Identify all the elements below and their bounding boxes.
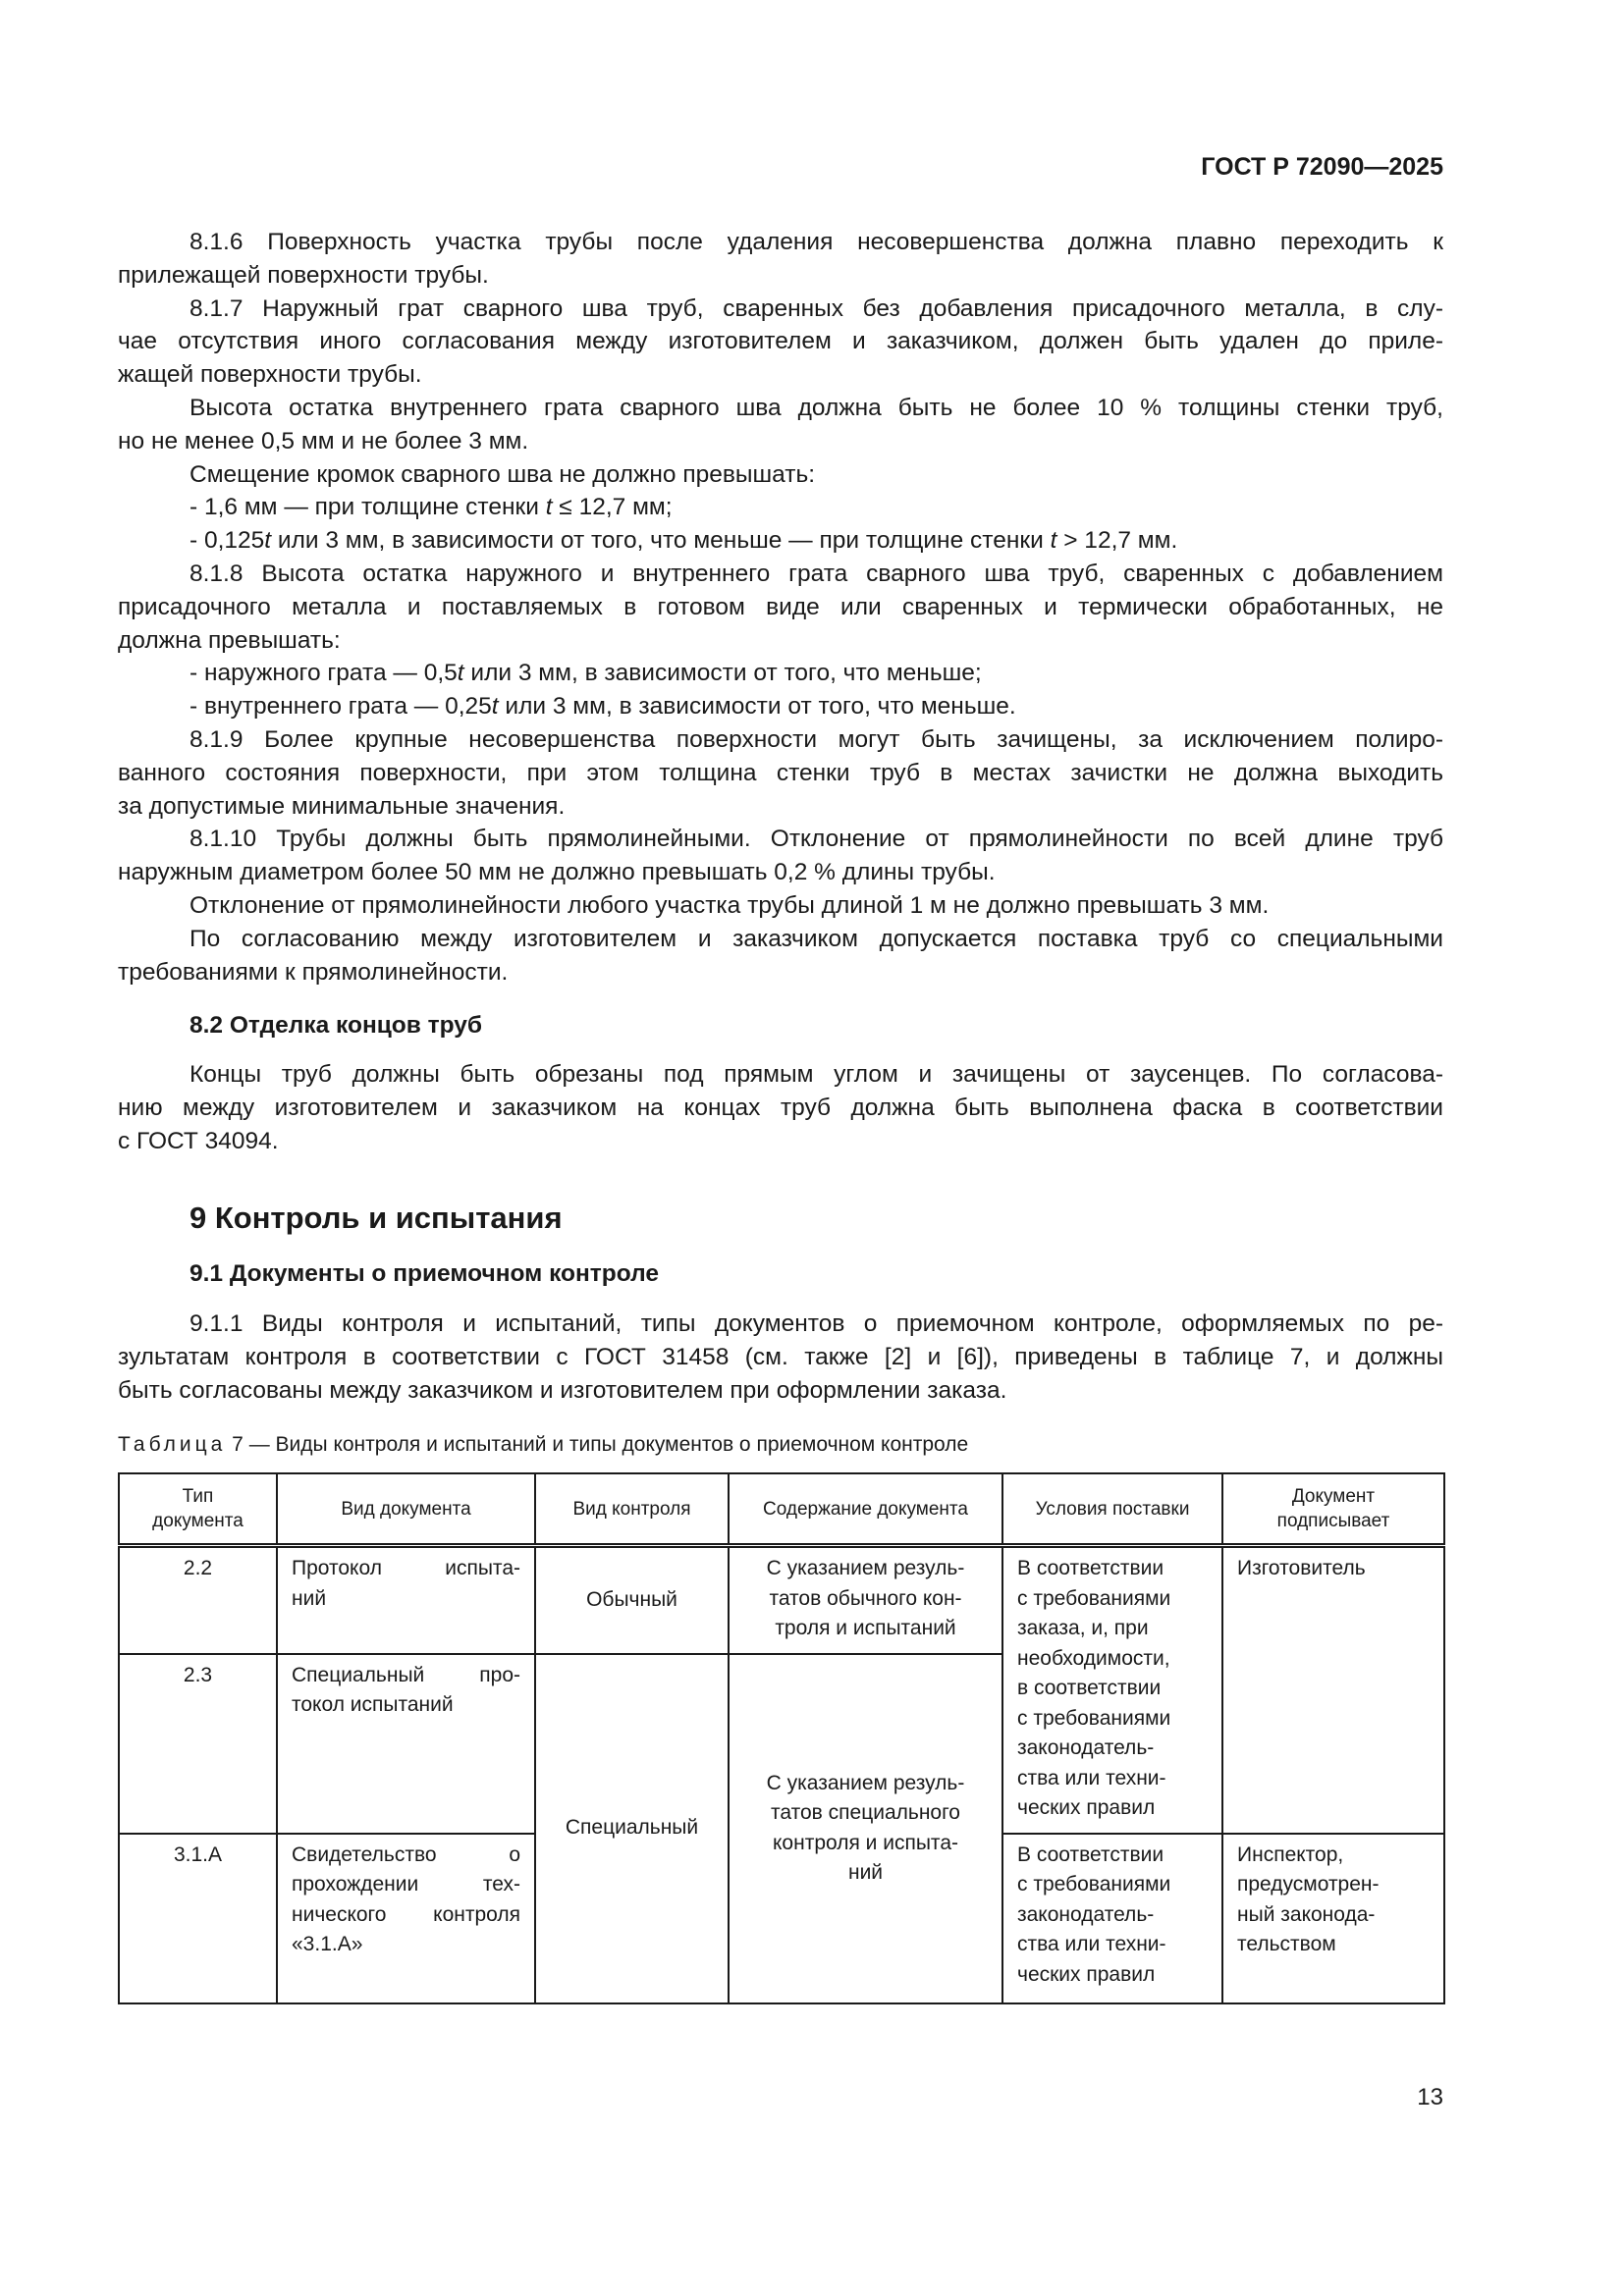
- text-segment: или 3 мм, в зависимости от того, что меньше;: [463, 660, 982, 687]
- italic-variable: t: [491, 693, 499, 721]
- table-caption-text: 7 — Виды контроля и испытаний и типы документов о приемочном контроле: [226, 1433, 969, 1456]
- page-number: 13: [1417, 2084, 1443, 2110]
- cell-line: Содержание документа: [763, 1498, 968, 1520]
- text-line: быть согласованы между заказчиком и изготовителем при оформлении заказа.: [118, 1376, 1007, 1404]
- cell-type: [119, 1546, 277, 1654]
- cell-line: 2.2: [183, 1557, 213, 1579]
- text-line: 8.1.8 Высота остатка наружного и внутреннего грата сварного шва труб, сваренных с добавлением: [189, 560, 1443, 587]
- text-line: прилежащей поверхности трубы.: [118, 261, 489, 289]
- cell-control: [535, 1654, 729, 2003]
- document-code-header: ГОСТ Р 72090—2025: [1201, 153, 1443, 181]
- text-line: [118, 690, 1443, 723]
- cell-line: Документ: [1291, 1486, 1376, 1507]
- cell-line: Условия поставки: [1035, 1498, 1190, 1520]
- cell-line: законодатель-: [1017, 1902, 1155, 1926]
- cell-line: Вид документа: [341, 1498, 471, 1520]
- text-segment: - внутреннего грата — 0,25: [189, 693, 492, 721]
- cell-conditions: [1002, 1546, 1222, 1834]
- acceptance-documents-table: [118, 1472, 1445, 2004]
- section-8-2-text: [118, 1058, 1443, 1157]
- cell-line: Тип: [182, 1486, 214, 1507]
- cell-line: Обычный: [586, 1588, 677, 1611]
- text-segment: или 3 мм, в зависимости от того, что меньше.: [498, 693, 1016, 721]
- header-doc-type: [119, 1473, 277, 1546]
- header-delivery-conditions: [1002, 1473, 1222, 1546]
- text-line: требованиями к прямолинейности.: [118, 958, 509, 986]
- text-segment: > 12,7 мм.: [1056, 527, 1178, 555]
- cell-line: ний: [847, 1861, 884, 1884]
- cell-line: Изготовитель: [1237, 1557, 1366, 1579]
- cell-line: татов специального: [771, 1801, 960, 1824]
- text-line: 9.1.1 Виды контроля и испытаний, типы документов о приемочном контроле, оформляемых по ре-: [189, 1310, 1443, 1337]
- text-line: зультатам контроля в соответствии с ГОСТ 31458 (см. также [2] и [6]), приведены в таблице 7, и должны: [118, 1343, 1443, 1370]
- italic-variable: t: [545, 494, 553, 521]
- text-line: с ГОСТ 34094.: [118, 1127, 279, 1154]
- cell-content: [729, 1546, 1002, 1654]
- table-header-row: [119, 1473, 1444, 1546]
- text-line: 8.1.10 Трубы должны быть прямолинейными. Отклонение от прямолинейности по всей длине труб: [189, 826, 1443, 853]
- cell-line: нического контроля: [292, 1902, 520, 1926]
- header-doc-kind: [277, 1473, 535, 1546]
- cell-line: в соответствии: [1017, 1677, 1162, 1699]
- text-line: должна превышать:: [118, 626, 341, 654]
- cell-content: [729, 1654, 1002, 2003]
- cell-line: Вид контроля: [572, 1498, 691, 1520]
- cell-signer: [1222, 1546, 1444, 1834]
- cell-line: В соответствии: [1017, 1557, 1164, 1579]
- cell-doc: [277, 1546, 535, 1654]
- text-line: Смещение кромок сварного шва не должно превышать:: [189, 460, 816, 488]
- italic-variable: t: [264, 527, 272, 555]
- text-segment: - 1,6 мм — при толщине стенки: [189, 494, 546, 521]
- cell-line: с требованиями: [1017, 1873, 1171, 1896]
- cell-control: [535, 1546, 729, 1654]
- section-9-heading: 9 Контроль и испытания: [189, 1201, 563, 1235]
- text-line: [118, 524, 1443, 558]
- cell-line: С указанием резуль-: [766, 1557, 965, 1579]
- text-line: По согласованию между изготовителем и заказчиком допускается поставка труб со специальными: [189, 925, 1443, 952]
- text-line: Отклонение от прямолинейности любого участка трубы длиной 1 м не должно превышать 3 мм.: [189, 891, 1270, 919]
- header-control-kind: [535, 1473, 729, 1546]
- text-line: нию между изготовителем и заказчиком на концах труб должна быть выполнена фаска в соответствии: [118, 1094, 1443, 1121]
- cell-line: необходимости,: [1017, 1646, 1170, 1670]
- cell-line: законодатель-: [1017, 1736, 1155, 1759]
- cell-type: [119, 1834, 277, 2003]
- cell-line: токол испытаний: [292, 1693, 454, 1716]
- italic-variable: t: [1050, 527, 1057, 555]
- cell-line: С указанием резуль-: [766, 1771, 965, 1794]
- cell-line: Инспектор,: [1237, 1842, 1344, 1866]
- cell-line: ный законода-: [1237, 1902, 1376, 1926]
- cell-line: Специальный: [565, 1816, 699, 1840]
- text-segment: - 0,125: [189, 527, 265, 555]
- cell-line: В соответствии: [1017, 1842, 1164, 1866]
- table-caption-label: Таблица: [118, 1433, 227, 1456]
- text-line: жащей поверхности трубы.: [118, 361, 422, 389]
- cell-line: документа: [152, 1511, 244, 1531]
- cell-line: троля и испытаний: [775, 1617, 956, 1639]
- text-line: 8.1.7 Наружный грат сварного шва труб, сваренных без добавления присадочного металла, в слу-: [189, 294, 1443, 322]
- text-line: наружным диаметром более 50 мм не должно превышать 0,2 % длины трубы.: [118, 859, 996, 886]
- cell-line: «3.1.А»: [292, 1933, 363, 1955]
- text-line: [118, 657, 1443, 690]
- section-9-1-text: [118, 1308, 1443, 1407]
- section-9-1-heading: 9.1 Документы о приемочном контроле: [189, 1260, 659, 1287]
- section-8-1-text: [118, 226, 1443, 988]
- section-8-2-heading: 8.2 Отделка концов труб: [189, 1012, 483, 1039]
- text-line: [118, 491, 1443, 524]
- cell-signer: [1222, 1834, 1444, 2003]
- cell-conditions: [1002, 1834, 1222, 2003]
- cell-line: 3.1.A: [173, 1842, 223, 1866]
- cell-doc: [277, 1834, 535, 2003]
- cell-line: тельством: [1237, 1933, 1336, 1955]
- header-signer: [1222, 1473, 1444, 1546]
- cell-line: с требованиями: [1017, 1586, 1171, 1610]
- text-line: за допустимые минимальные значения.: [118, 792, 566, 820]
- text-segment: ≤ 12,7 мм;: [552, 494, 673, 521]
- text-line: но не менее 0,5 мм и не более 3 мм.: [118, 427, 529, 454]
- cell-line: 2.3: [183, 1663, 213, 1686]
- table-row: [119, 1546, 1444, 1654]
- cell-line: ства или техни-: [1017, 1933, 1166, 1955]
- text-line: чае отсутствия иного согласования между изготовителем и заказчиком, должен быть удален до приле-: [118, 328, 1443, 355]
- cell-line: прохождении тех-: [292, 1873, 520, 1896]
- cell-line: ний: [292, 1586, 327, 1610]
- cell-line: с требованиями: [1017, 1706, 1171, 1730]
- text-line: 8.1.9 Более крупные несовершенства поверхности могут быть зачищены, за исключением полиро-: [189, 725, 1443, 753]
- cell-line: Свидетельство о: [292, 1842, 520, 1866]
- cell-line: заказа, и, при: [1017, 1617, 1149, 1639]
- cell-line: контроля и испыта-: [773, 1831, 958, 1854]
- cell-line: ства или техни-: [1017, 1766, 1166, 1789]
- text-line: Высота остатка внутреннего грата сварного шва должна быть не более 10 % толщины стенки труб,: [189, 394, 1443, 421]
- text-line: 8.1.6 Поверхность участка трубы после удаления несовершенства должна плавно переходить к: [189, 229, 1443, 255]
- text-segment: или 3 мм, в зависимости от того, что меньше — при толщине стенки: [271, 527, 1051, 555]
- cell-line: ческих правил: [1017, 1796, 1156, 1819]
- cell-type: [119, 1654, 277, 1834]
- cell-line: Протокол испыта-: [292, 1557, 520, 1579]
- text-segment: - наружного грата — 0,5: [189, 660, 458, 687]
- text-line: ванного состояния поверхности, при этом толщина стенки труб в местах зачистки не должна выходить: [118, 759, 1443, 786]
- text-line: присадочного металла и поставляемых в готовом виде или сваренных и термически обработанных, не: [118, 593, 1443, 620]
- text-line: Концы труб должны быть обрезаны под прямым углом и зачищены от заусенцев. По согласова-: [189, 1061, 1443, 1088]
- cell-line: подписывает: [1276, 1511, 1390, 1531]
- cell-line: Специальный про-: [292, 1663, 520, 1686]
- cell-line: предусмотрен-: [1237, 1873, 1380, 1896]
- table-caption: [118, 1432, 1443, 1458]
- cell-line: татов обычного кон-: [769, 1586, 962, 1610]
- cell-line: ческих правил: [1017, 1962, 1156, 1986]
- header-doc-content: [729, 1473, 1002, 1546]
- italic-variable: t: [457, 660, 464, 687]
- cell-doc: [277, 1654, 535, 1834]
